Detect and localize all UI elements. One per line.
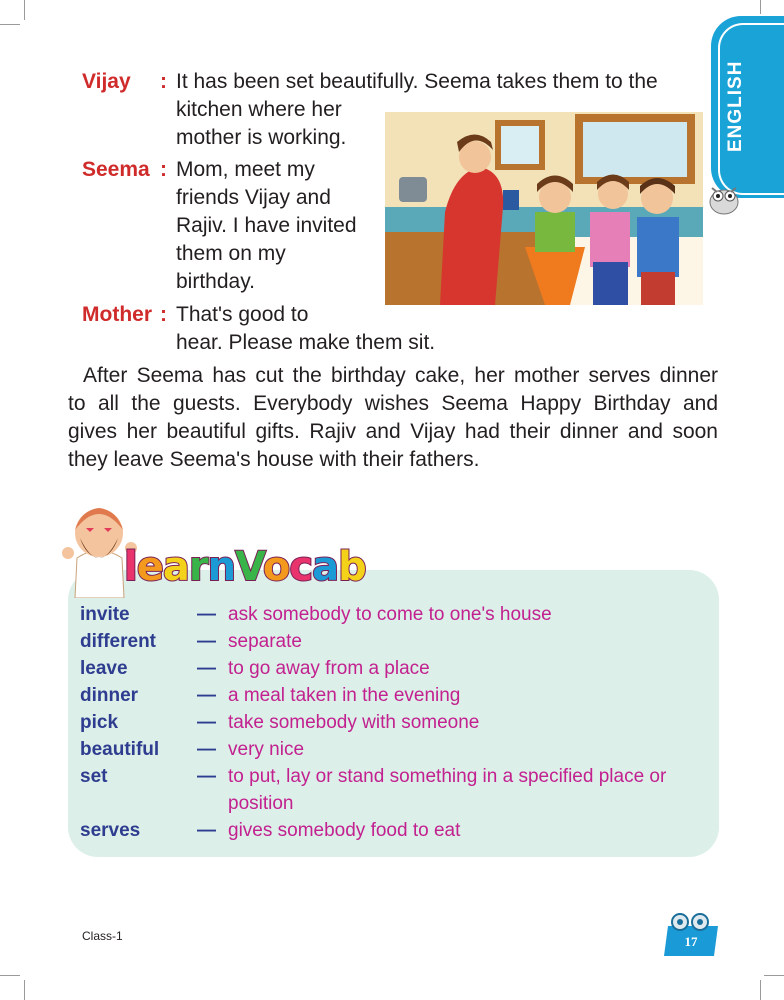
vocab-definition: ask somebody to come to one's house <box>228 604 552 625</box>
speaker-seema: Seema <box>82 158 150 181</box>
dialogue-line: them on my <box>176 242 286 265</box>
vocab-title-letter: e <box>136 544 163 590</box>
vocab-term: different <box>80 631 156 652</box>
paragraph-line: they leave Seema's house with their fathers. <box>68 448 480 471</box>
dialogue-line: It has been set beautifully. Seema takes them to the <box>176 70 658 93</box>
vocab-term: serves <box>80 820 141 841</box>
vocab-dash: — <box>197 739 216 760</box>
vocab-dash: — <box>197 658 216 679</box>
vocab-dash: — <box>197 604 216 625</box>
vocab-title-letter: V <box>235 544 263 590</box>
vocab-dash: — <box>197 631 216 652</box>
paragraph-line: to all the guests. Everybody wishes Seema Happy Birthday and <box>68 392 718 415</box>
speaker-mother: Mother <box>82 303 152 326</box>
vocab-dash: — <box>197 712 216 733</box>
vocab-title-letter: o <box>262 544 290 590</box>
page-number: 17 <box>684 934 698 949</box>
vocab-term: pick <box>80 712 119 733</box>
vocab-definition: to put, lay or stand something in a specified place or <box>228 766 667 787</box>
vocab-title-letter: a <box>162 544 189 590</box>
speaker-vijay: Vijay <box>82 70 131 93</box>
paragraph-line: gives her beautiful gifts. Rajiv and Vijay had their dinner and soon <box>68 420 718 443</box>
vocab-term: dinner <box>80 685 139 706</box>
crop-mark <box>24 980 25 1000</box>
dialogue-line: Mom, meet my <box>176 158 315 181</box>
vocab-title <box>124 544 366 590</box>
dialogue-line: mother is working. <box>176 126 347 149</box>
vocab-definition: to go away from a place <box>228 658 430 679</box>
story-paragraph <box>68 362 718 474</box>
vocab-dash: — <box>197 685 216 706</box>
vocab-title-letter: l <box>124 544 137 590</box>
crop-mark <box>760 0 761 14</box>
dialogue-line: Rajiv. I have invited <box>176 214 357 237</box>
speaker-colon: : <box>160 70 167 93</box>
speaker-colon: : <box>160 303 167 326</box>
vocab-definition: take somebody with someone <box>228 712 480 733</box>
dialogue-line: kitchen where her <box>176 98 342 121</box>
vocab-dash: — <box>197 820 216 841</box>
speaker-colon: : <box>160 158 167 181</box>
vocab-term: leave <box>80 658 128 679</box>
class-label: Class-1 <box>82 929 123 943</box>
vocab-title-letter: r <box>188 544 208 590</box>
vocab-term: beautiful <box>80 739 160 760</box>
vocab-dash: — <box>197 766 216 787</box>
crop-mark <box>764 975 784 976</box>
vocab-definition: a meal taken in the evening <box>228 685 461 706</box>
vocab-title-letter: n <box>207 544 236 590</box>
crop-mark <box>24 0 25 20</box>
vocab-definition: gives somebody food to eat <box>228 820 461 841</box>
crop-mark <box>0 24 20 25</box>
paragraph-line: After Seema has cut the birthday cake, her mother serves dinner <box>83 364 718 387</box>
vocab-term: set <box>80 766 108 787</box>
dialogue-line: friends Vijay and <box>176 186 331 209</box>
crop-mark <box>760 980 761 1000</box>
dialogue-line: birthday. <box>176 270 255 293</box>
kitchen-illustration <box>385 112 703 305</box>
vocab-title-letter: a <box>312 544 339 590</box>
vocab-definition: very nice <box>228 739 305 760</box>
vocab-term: invite <box>80 604 130 625</box>
vocab-definition: separate <box>228 631 302 652</box>
dialogue-line: That's good to <box>176 303 309 326</box>
crop-mark <box>0 975 20 976</box>
vocab-definition: position <box>228 793 294 814</box>
dialogue-line: hear. Please make them sit. <box>176 331 436 354</box>
subject-label: ENGLISH <box>725 60 746 152</box>
vocab-title-letter: c <box>289 544 313 590</box>
vocab-title-letter: b <box>338 544 366 590</box>
owl-mascot-icon <box>704 180 744 216</box>
